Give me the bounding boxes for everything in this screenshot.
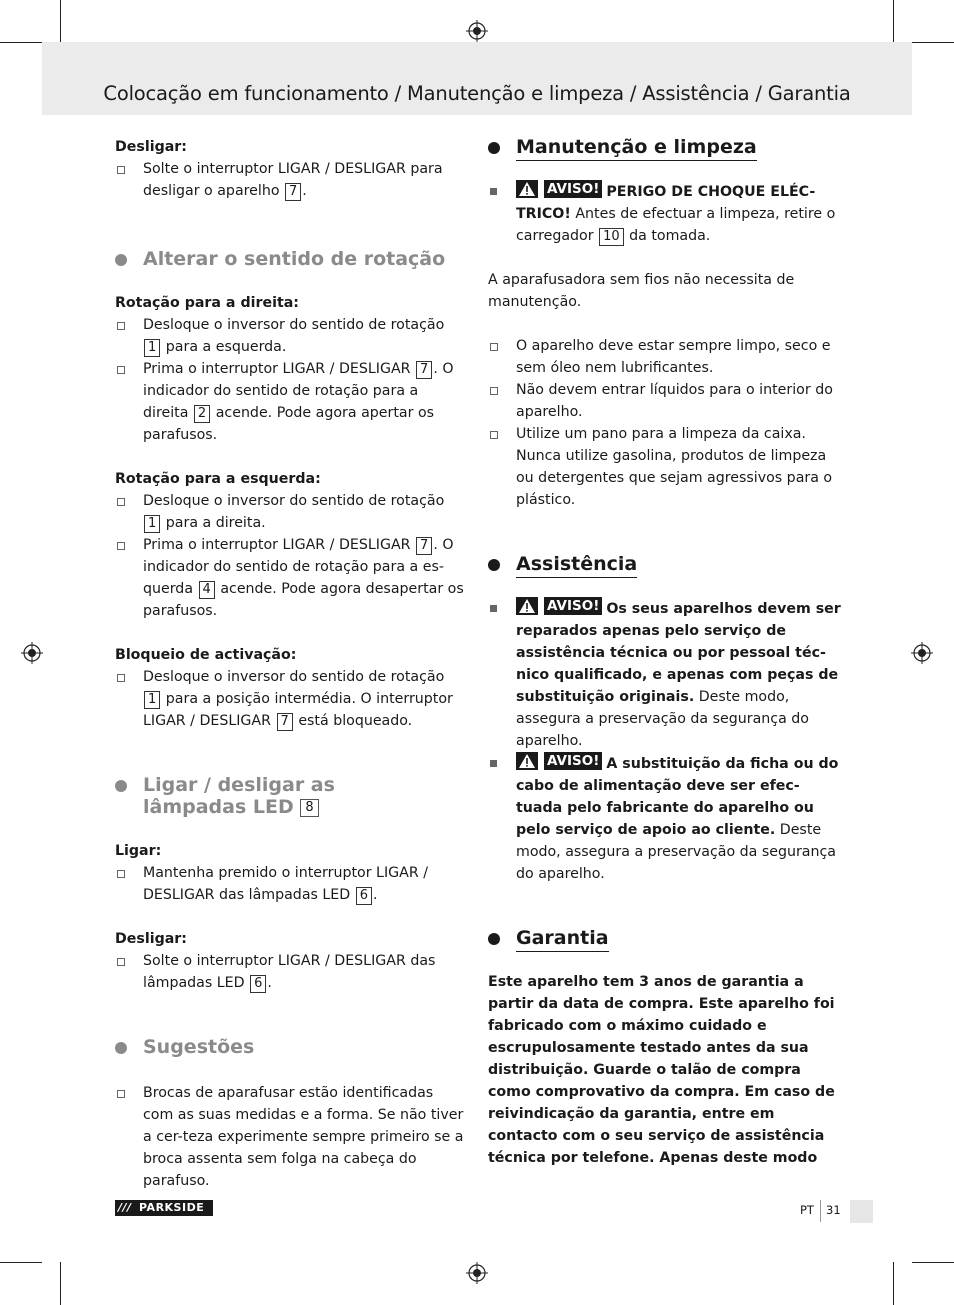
list bbox=[115, 158, 465, 202]
warning-badge bbox=[516, 752, 606, 770]
language-code: PT bbox=[800, 1203, 814, 1217]
page-title: Colocação em funcionamento / Manutenção e limpeza / Assistência / Garantia bbox=[103, 82, 851, 105]
part-number: 1 bbox=[144, 339, 160, 357]
part-number: 7 bbox=[416, 537, 432, 555]
list-item: Mantenha premido o interruptor LIGAR / DESLIGAR das lâmpadas LED 6 . bbox=[115, 862, 465, 906]
warning-item: AVISO! PERIGO DE CHOQUE ELÉC-TRICO! Antes de efectuar a limpeza, retire o carregador 10 da tomada. bbox=[488, 180, 842, 247]
aviso-label: AVISO! bbox=[544, 597, 602, 615]
subheading-desligar: Desligar: bbox=[115, 139, 187, 155]
crop-mark bbox=[893, 1262, 894, 1305]
part-number: 6 bbox=[250, 975, 266, 993]
warning-badge bbox=[516, 180, 606, 198]
subheading-activation-lock: Bloqueio de activação: bbox=[115, 647, 297, 663]
section-heading-tips: Sugestões bbox=[115, 1036, 465, 1058]
warranty-paragraph: Este aparelho tem 3 anos de garantia a partir da data de compra. Este aparelho foi fabricado com o máximo cuidado e escrupulosamente testado antes da sua distribuição. Guarde o talão de compra como comprovativo da compra. Em caso de reivindicação da garantia, entre em contacto com o seu serviço de assistência técnica por telefone. Apenas deste modo bbox=[488, 974, 835, 1166]
list-item: Desloque o inversor do sentido de rotação 1 para a esquerda. bbox=[115, 314, 465, 358]
registration-mark-icon bbox=[911, 642, 933, 664]
warning-triangle-icon bbox=[516, 597, 538, 615]
list bbox=[115, 1082, 465, 1192]
part-number: 7 bbox=[285, 183, 301, 201]
crop-mark bbox=[912, 42, 954, 43]
warning-list bbox=[488, 180, 842, 247]
subheading-right-rotation: Rotação para a direita: bbox=[115, 295, 299, 311]
left-column bbox=[115, 136, 465, 1192]
list-item: Desloque o inversor do sentido de rotação 1 para a direita. bbox=[115, 490, 465, 534]
paragraph: A aparafusadora sem fios não necessita de manutenção. bbox=[488, 272, 795, 310]
section-heading-rotation: Alterar o sentido de rotação bbox=[115, 248, 465, 270]
page-number: 31 bbox=[826, 1203, 841, 1217]
aviso-label: AVISO! bbox=[544, 180, 602, 198]
warning-list bbox=[488, 597, 842, 885]
crop-mark bbox=[0, 42, 42, 43]
section-heading-led: Ligar / desligar as lâmpadas LED 8 bbox=[115, 774, 465, 818]
divider bbox=[820, 1200, 821, 1222]
list bbox=[115, 314, 465, 446]
page-header bbox=[42, 42, 912, 115]
warning-item: AVISO! A substituição da ficha ou do cabo de alimentação deve ser efec-tuada pelo fabricante do aparelho ou pelo serviço de apoio ao cliente. Deste modo, assegura a preservação da segurança do aparelho. bbox=[488, 752, 842, 885]
crop-mark bbox=[912, 1262, 954, 1263]
registration-mark-icon bbox=[466, 20, 488, 42]
list-item: Solte o interruptor LIGAR / DESLIGAR para desligar o aparelho 7 . bbox=[115, 158, 465, 202]
crop-mark bbox=[60, 1262, 61, 1305]
subheading-left-rotation: Rotação para a esquerda: bbox=[115, 471, 321, 487]
aviso-label: AVISO! bbox=[544, 752, 602, 770]
part-number: 10 bbox=[599, 228, 624, 246]
part-number: 4 bbox=[199, 581, 215, 599]
brand-logo: /// PARKSIDE bbox=[115, 1200, 213, 1216]
page-tab bbox=[850, 1200, 873, 1223]
crop-mark bbox=[0, 1262, 42, 1263]
crop-mark bbox=[893, 0, 894, 42]
part-number: 1 bbox=[144, 691, 160, 709]
warning-triangle-icon bbox=[516, 180, 538, 198]
section-heading-warranty: Garantia bbox=[488, 927, 842, 949]
part-number: 1 bbox=[144, 515, 160, 533]
warning-triangle-icon bbox=[516, 752, 538, 770]
list-item: Prima o interruptor LIGAR / DESLIGAR 7 . O indicador do sentido de rotação para a direita 2 acende. Pode agora apertar os parafusos. bbox=[115, 358, 465, 446]
section-heading-maintenance: Manutenção e limpeza bbox=[488, 136, 842, 158]
list-item: Não devem entrar líquidos para o interior do aparelho. bbox=[488, 379, 842, 423]
right-column bbox=[488, 136, 842, 1169]
part-number: 7 bbox=[416, 361, 432, 379]
list-item: Desloque o inversor do sentido de rotação 1 para a posição intermédia. O interruptor LIGAR / DESLIGAR 7 está bloqueado. bbox=[115, 666, 465, 732]
list bbox=[115, 950, 465, 994]
crop-mark bbox=[60, 0, 61, 42]
part-number: 6 bbox=[356, 887, 372, 905]
registration-mark-icon bbox=[21, 642, 43, 664]
list bbox=[115, 666, 465, 732]
list bbox=[115, 862, 465, 906]
list-item: Utilize um pano para a limpeza da caixa. Nunca utilize gasolina, produtos de limpeza ou detergentes que sejam agressivos para o plástico. bbox=[488, 423, 842, 511]
part-number: 7 bbox=[277, 713, 293, 731]
logo-stripes-icon: /// bbox=[118, 1201, 132, 1214]
list bbox=[488, 335, 842, 511]
warning-item: AVISO! Os seus aparelhos devem ser reparados apenas pelo serviço de assistência técnica ou por pessoal téc-nico qualificado, e apenas com peças de substituição originais. Deste modo, assegura a preservação da segurança do aparelho. bbox=[488, 597, 842, 752]
warning-badge bbox=[516, 597, 606, 615]
list-item: Brocas de aparafusar estão identificadas com as suas medidas e a forma. Se não tiver a cer-teza experimente sempre primeiro se a broca assenta sem folga na cabeça do parafuso. bbox=[115, 1082, 465, 1192]
list bbox=[115, 490, 465, 622]
subheading-ligar: Ligar: bbox=[115, 843, 162, 859]
part-number: 2 bbox=[194, 405, 210, 423]
list-item: Solte o interruptor LIGAR / DESLIGAR das lâmpadas LED 6 . bbox=[115, 950, 465, 994]
registration-mark-icon bbox=[466, 1262, 488, 1284]
section-heading-assistance: Assistência bbox=[488, 553, 842, 575]
subheading-desligar-led: Desligar: bbox=[115, 931, 187, 947]
list-item: Prima o interruptor LIGAR / DESLIGAR 7 . O indicador do sentido de rotação para a es-querda 4 acende. Pode agora desapertar os parafusos. bbox=[115, 534, 465, 622]
part-number: 8 bbox=[300, 799, 318, 817]
list-item: O aparelho deve estar sempre limpo, seco e sem óleo nem lubrificantes. bbox=[488, 335, 842, 379]
